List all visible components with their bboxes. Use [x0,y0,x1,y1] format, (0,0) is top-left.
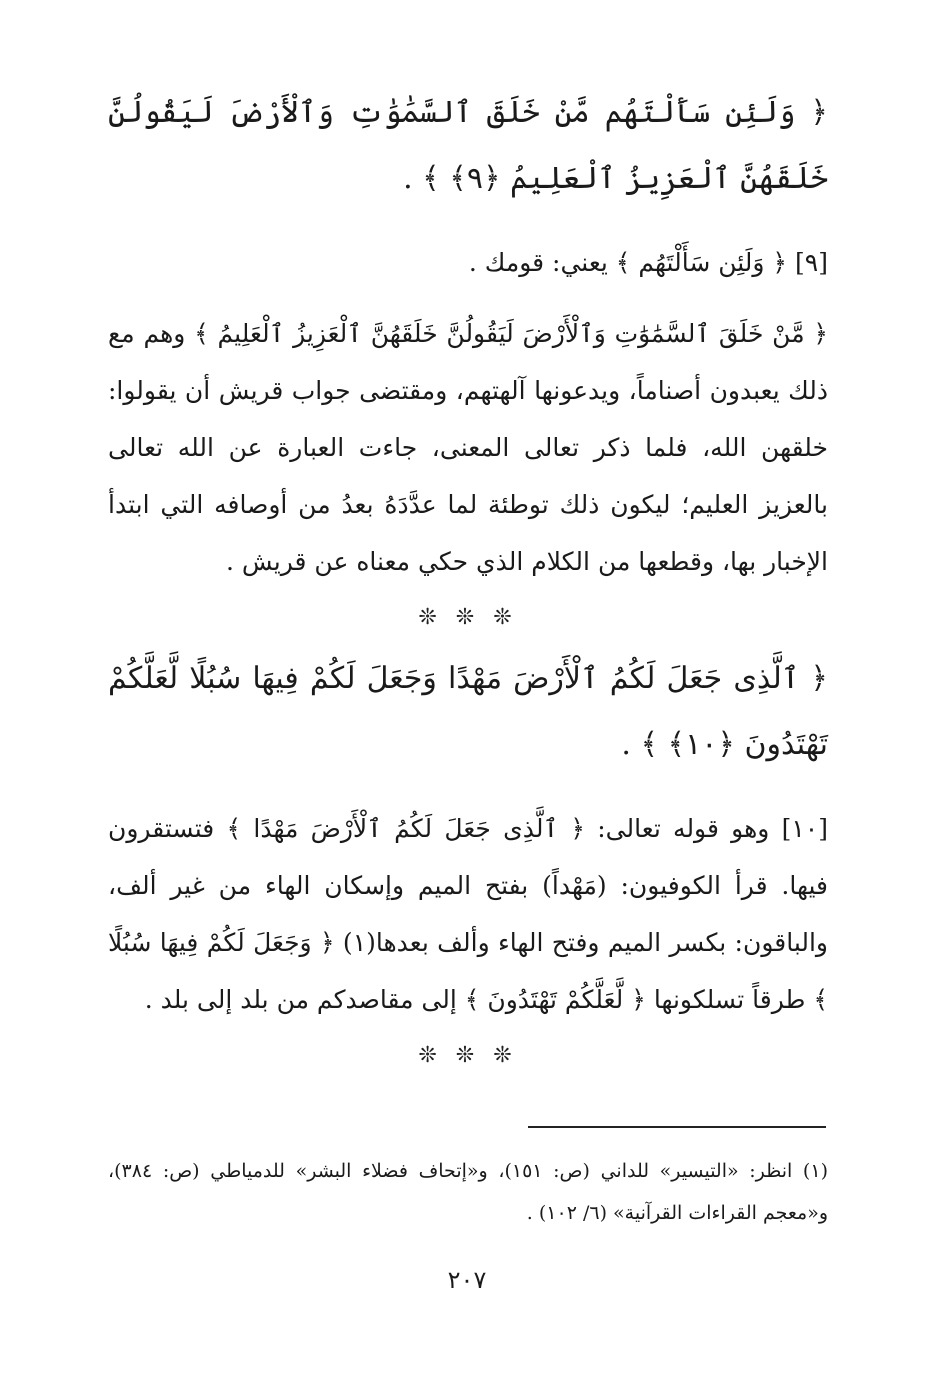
page-body [108,80,828,1084]
footnote-1: (١) انظر: «التيسير» للداني (ص: ١٥١)، و«إتحاف فضلاء البشر» للدمياطي (ص: ٣٨٤)، و«معجم القراءات القرآنية» (٦/ ١٠٢) . [108,1160,828,1224]
commentary-9-intro: [٩] ﴿ وَلَئِن سَأَلْتَهُم ﴾ يعني: قومك . [468,248,828,277]
section-separator: ❊ ❊ ❊ [418,605,518,630]
footnote-divider [528,1126,826,1128]
commentary-9-body: ﴿ مَّنْ خَلَقَ ٱلسَّمَٰوَٰتِ وَٱلْأَرْضَ لَيَقُولُنَّ خَلَقَهُنَّ ٱلْعَزِيزُ ٱلْعَلِيمُ ﴾ وهم مع ذلك يعبدون أصناماً، ويدعونها آلهتهم، ومقتضى جواب قريش أن يقولوا: خلقهن الله، فلما ذكر تعالى المعنى، جاءت العبارة عن الله تعالى بالعزيز العليم؛ ليكون ذلك توطئة لما عدَّدَهُ بعدُ من أوصافه التي ابتدأ الإخبار بها، وقطعها من الكلام الذي حكي معناه عن قريش . [108,319,828,576]
page-number: ٢٠٧ [447,1266,487,1294]
commentary-10: [١٠] وهو قوله تعالى: ﴿ ٱلَّذِى جَعَلَ لَكُمُ ٱلْأَرْضَ مَهْدًا ﴾ فتستقرون فيها. قرأ الكوفيون: (مَهْداً) بفتح الميم وإسكان الهاء من غير ألف، والباقون: بكسر الميم وفتح الهاء وألف بعدها(١) ﴿ وَجَعَلَ لَكُمْ فِيهَا سُبُلًا ﴾ طرقاً تسلكونها ﴿ لَّعَلَّكُمْ تَهْتَدُونَ ﴾ إلى مقاصدكم من بلد إلى بلد . [108,814,828,1014]
verse-9: ﴿ وَلَئِن سَأَلْتَهُم مَّنْ خَلَقَ ٱلسَّمَٰوَٰتِ وَٱلْأَرْضَ لَيَقُولُنَّ خَلَقَهُنَّ ٱلْعَزِيزُ ٱلْعَلِيمُ ﴿٩﴾ ﴾ . [108,95,828,196]
verse-10: ﴿ ٱلَّذِى جَعَلَ لَكُمُ ٱلْأَرْضَ مَهْدًا وَجَعَلَ لَكُمْ فِيهَا سُبُلًا لَّعَلَّكُمْ تَهْتَدُونَ ﴿١٠﴾ ﴾ . [108,661,828,762]
section-separator: ❊ ❊ ❊ [418,1043,518,1068]
footnotes [108,1150,828,1234]
